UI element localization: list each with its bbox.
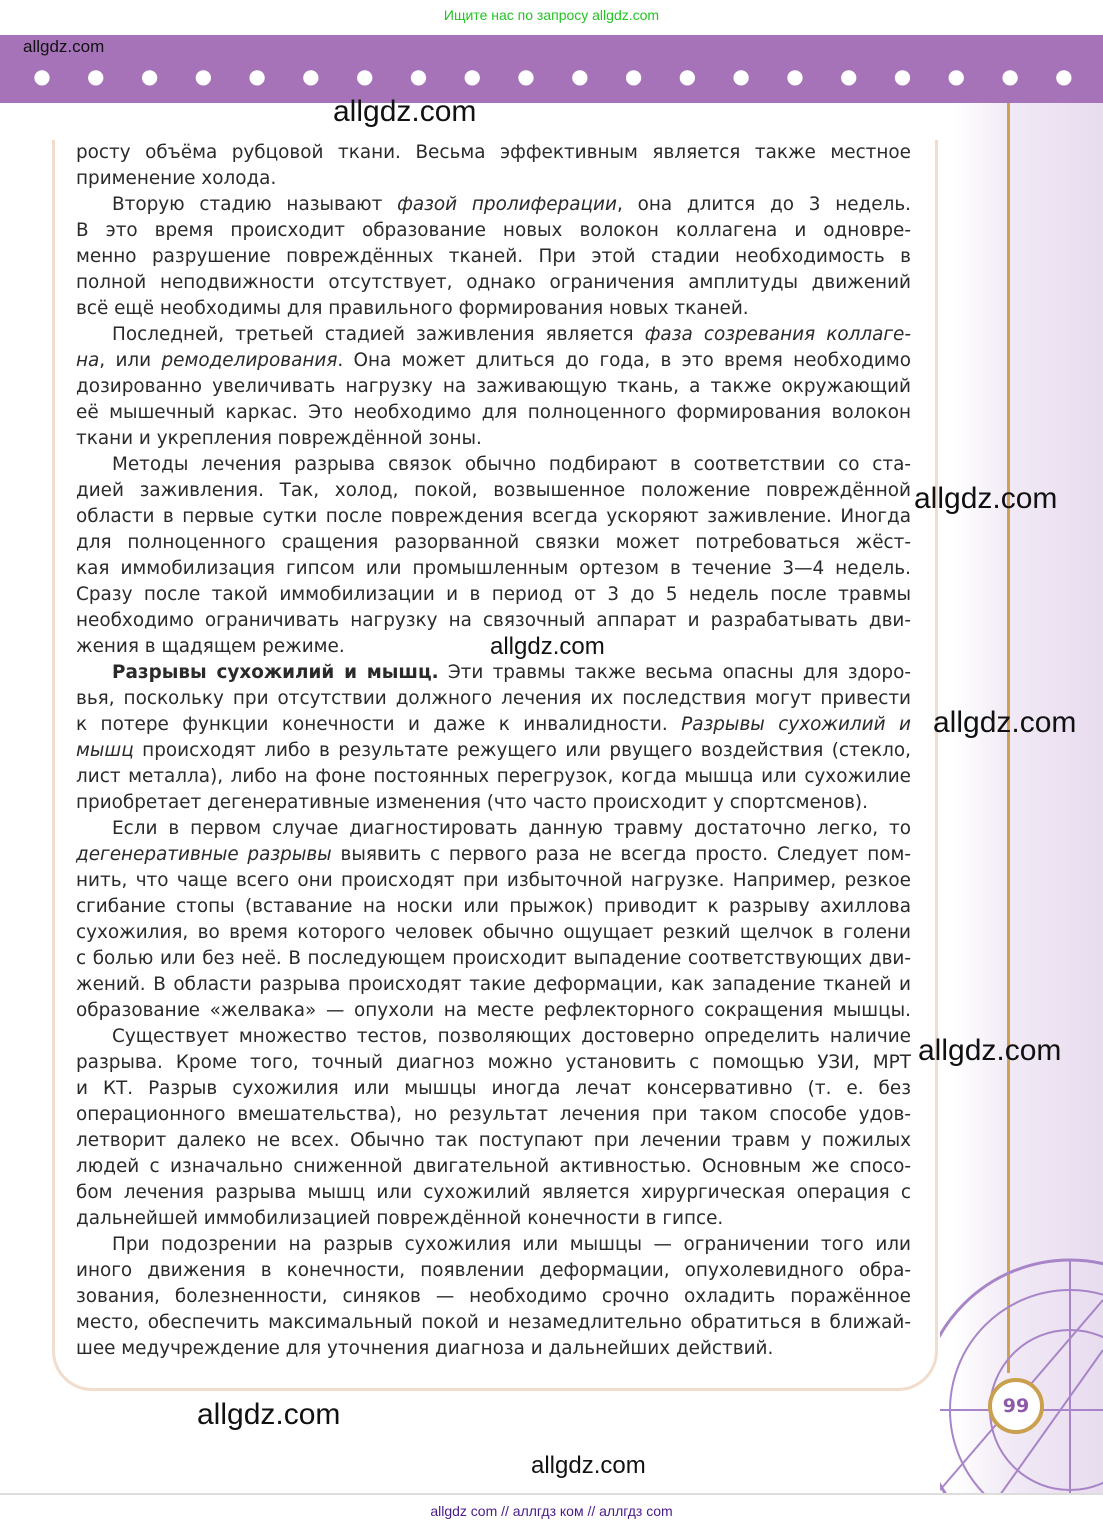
bold-heading: Разрывы сухожилий и мышц. bbox=[112, 662, 439, 683]
text-run: Если в первом случае диагностировать данную травму достаточно легко, то bbox=[112, 818, 911, 839]
text-run: В это время происходит образование новых волокон коллагена и одновре- bbox=[76, 220, 911, 241]
text-run: полной неподвижности отсутствует, однако ограничения амплитуды движений bbox=[76, 272, 911, 293]
text-line bbox=[76, 218, 911, 244]
text-run: летворит далеко не всех. Обычно так поступают при лечении травм у пожилых bbox=[76, 1130, 911, 1151]
body-text bbox=[76, 140, 911, 1362]
text-line bbox=[76, 582, 911, 608]
text-run: менно разрушение повреждённых тканей. При этой стадии необходимость в bbox=[76, 246, 911, 267]
text-run: образование «желвака» — опухоли на месте рефлекторного сокращения мышцы. bbox=[76, 1000, 911, 1021]
header-band bbox=[0, 35, 1103, 103]
text-run: операционного вмешательства), но результат лечения при таком способе удов- bbox=[76, 1104, 911, 1125]
insect-icon: ● bbox=[463, 64, 481, 88]
bull-icon: ● bbox=[517, 64, 535, 88]
text-run: нить, что чаще всего они происходят при избыточной нагрузке. Например, резкое bbox=[76, 870, 911, 891]
watermark: allgdz.com bbox=[918, 1034, 1062, 1067]
whale-icon: ● bbox=[302, 64, 320, 88]
text-line bbox=[76, 842, 911, 868]
bird-icon: ● bbox=[893, 64, 912, 88]
text-run: бом лечения разрыва мышц или сухожилий является хирургическая операция с bbox=[76, 1182, 911, 1203]
text-run: . Она может длиться до года, в это время необходимо bbox=[337, 350, 911, 371]
text-run: Методы лечения разрыва связок обычно подбирают в соответствии со ста- bbox=[112, 454, 911, 475]
text-line bbox=[76, 426, 911, 452]
text-line bbox=[76, 920, 911, 946]
text-line bbox=[76, 400, 911, 426]
text-run: ткани и укрепления повреждённой зоны. bbox=[76, 428, 482, 449]
text-run: происходят либо в результате режущего или рвущего воздействия (стекло, bbox=[133, 740, 911, 761]
text-line bbox=[76, 1050, 911, 1076]
text-run: разрыва. Кроме того, точный диагноз можно установить с помощью УЗИ, МРТ bbox=[76, 1052, 911, 1073]
footer-links: allgdz com // аллгдз ком // аллгдз com bbox=[0, 1493, 1103, 1531]
italic-term: фазой пролиферации bbox=[397, 194, 617, 215]
watermark: allgdz.com bbox=[333, 95, 477, 128]
text-line bbox=[76, 1206, 911, 1232]
watermark: allgdz.com bbox=[531, 1452, 646, 1479]
text-line bbox=[76, 270, 911, 296]
text-run: кая иммобилизация гипсом или промышленным ортезом в течение 3—4 недель. bbox=[76, 558, 911, 579]
text-run: иного движения в конечности, появлении деформации, опухолевидного обра- bbox=[76, 1260, 911, 1281]
text-line bbox=[76, 1284, 911, 1310]
animal-icons-row bbox=[28, 65, 1078, 87]
text-run: всё ещё необходимы для правильного формирования новых тканей. bbox=[76, 298, 749, 319]
text-run: Вторую стадию называют bbox=[112, 194, 398, 215]
deer-icon: ● bbox=[355, 64, 374, 88]
italic-term: Разрывы сухожилий и bbox=[681, 714, 911, 735]
text-line bbox=[76, 1310, 911, 1336]
horse-icon: ● bbox=[839, 64, 858, 88]
text-run: Последней, третьей стадией заживления является bbox=[112, 324, 645, 345]
text-line bbox=[76, 140, 911, 166]
text-run: , или bbox=[99, 350, 162, 371]
text-line bbox=[76, 322, 911, 348]
text-line bbox=[76, 556, 911, 582]
text-run: Сразу после такой иммобилизации и в период от 3 до 5 недель после травмы bbox=[76, 584, 911, 605]
text-line bbox=[76, 1336, 911, 1362]
text-run: При подозрении на разрыв сухожилия или мышцы — ограничении того или bbox=[112, 1234, 911, 1255]
search-hint: Ищите нас по запросу allgdz.com bbox=[443, 7, 660, 23]
italic-term: ремоделирования bbox=[161, 350, 338, 371]
text-line bbox=[76, 686, 911, 712]
italic-term: дегенеративные разрывы bbox=[76, 844, 332, 865]
text-run: жения в щадящем режиме. bbox=[76, 636, 345, 657]
text-line bbox=[76, 608, 911, 634]
scorpion-icon: ● bbox=[786, 64, 804, 88]
horse-icon: ● bbox=[194, 64, 213, 88]
butterfly-icon: ● bbox=[678, 64, 697, 88]
text-line bbox=[76, 1258, 911, 1284]
text-run: для полноценного сращения разорванной связки может потребоваться жёст- bbox=[76, 532, 911, 553]
text-line bbox=[76, 374, 911, 400]
text-run: зования, болезненности, синяков — необходимо срочно охладить поражённое bbox=[76, 1286, 911, 1307]
italic-term: фаза созревания коллаге- bbox=[644, 324, 912, 345]
text-run: необходимо ограничивать нагрузку на связочный аппарат и разрабатывать дви- bbox=[76, 610, 911, 631]
deer-icon: ● bbox=[1001, 64, 1019, 88]
text-line bbox=[76, 296, 911, 322]
text-run: , она длится до 3 недель. bbox=[616, 194, 912, 215]
text-run: вья, поскольку при отсутствии должного лечения их последствия могут привести bbox=[76, 688, 911, 709]
header-watermark: allgdz.com bbox=[23, 37, 105, 56]
butterfly-icon: ● bbox=[87, 64, 105, 88]
text-line bbox=[76, 1232, 911, 1258]
compass-decoration-icon bbox=[940, 1200, 1103, 1495]
text-line bbox=[76, 790, 911, 816]
text-line bbox=[76, 244, 911, 270]
text-run: росту объёма рубцовой ткани. Весьма эффективным является также местное bbox=[76, 142, 911, 163]
whale-icon: ● bbox=[947, 64, 965, 88]
text-run: её мышечный каркас. Это необходимо для полноценного формирования волокон bbox=[76, 402, 911, 423]
giraffe-icon: ● bbox=[409, 64, 428, 88]
text-run: сухожилия, во время которого человек обычно ощущает резкий щелчок в голени bbox=[76, 922, 911, 943]
italic-term: на bbox=[76, 350, 100, 371]
text-run: приобретает дегенеративные изменения (что часто происходит у спортсменов). bbox=[76, 792, 868, 813]
text-line bbox=[76, 1154, 911, 1180]
text-run: области в первые сутки после повреждения всегда ускоряют заживление. Иногда bbox=[76, 506, 911, 527]
text-line bbox=[76, 478, 911, 504]
monkey-icon: ● bbox=[571, 64, 589, 88]
text-line bbox=[76, 192, 911, 218]
scorpion-icon: ● bbox=[140, 64, 159, 88]
text-line bbox=[76, 1102, 911, 1128]
text-line bbox=[76, 868, 911, 894]
text-line bbox=[76, 738, 911, 764]
text-run: выявить с первого раза не всегда просто. Следует пом- bbox=[331, 844, 911, 865]
text-line bbox=[76, 972, 911, 998]
bear-icon: ● bbox=[732, 64, 750, 88]
text-line bbox=[76, 1128, 911, 1154]
italic-term: мышц bbox=[76, 740, 134, 761]
text-run: Существует множество тестов, позволяющих достоверно определить наличие bbox=[112, 1026, 911, 1047]
text-line bbox=[76, 712, 911, 738]
text-line bbox=[76, 816, 911, 842]
antelope-icon: ● bbox=[624, 64, 643, 88]
text-line bbox=[76, 660, 911, 686]
text-line bbox=[76, 1024, 911, 1050]
text-line bbox=[76, 530, 911, 556]
watermark: allgdz.com bbox=[490, 633, 605, 660]
text-run: дальнейшей иммобилизацией повреждённой конечности в гипсе. bbox=[76, 1208, 724, 1229]
text-run: шее медучреждение для уточнения диагноза и дальнейших действий. bbox=[76, 1338, 774, 1359]
text-run: сгибание стопы (вставание на носки или прыжок) приводит к разрыву ахиллова bbox=[76, 896, 911, 917]
page-number: 99 bbox=[988, 1378, 1044, 1434]
watermark: allgdz.com bbox=[197, 1398, 341, 1431]
text-line bbox=[76, 998, 911, 1024]
text-run: дозированно увеличивать нагрузку на заживающую ткань, а также окружающий bbox=[76, 376, 911, 397]
text-run: с болью или без неё. В последующем происходит выпадение соответствующих дви- bbox=[76, 948, 911, 969]
text-line bbox=[76, 1180, 911, 1206]
text-line bbox=[76, 504, 911, 530]
text-run: применение холода. bbox=[76, 168, 277, 189]
watermark: allgdz.com bbox=[933, 706, 1077, 739]
bear-icon: ● bbox=[33, 64, 51, 88]
text-run: и КТ. Разрыв сухожилия или мышцы иногда лечат консервативно (т. е. без bbox=[76, 1078, 911, 1099]
text-run: лист металла), либо на фоне постоянных перегрузок, когда мышца или сухожилие bbox=[76, 766, 911, 787]
text-run: дией заживления. Так, холод, покой, возвышенное положение повреждённой bbox=[76, 480, 911, 501]
text-line bbox=[76, 452, 911, 478]
text-run: к потере функции конечности и даже к инвалидности. bbox=[76, 714, 682, 735]
text-line bbox=[76, 166, 911, 192]
giraffe-icon: ● bbox=[1055, 64, 1073, 88]
text-line bbox=[76, 894, 911, 920]
text-line bbox=[76, 764, 911, 790]
text-line bbox=[76, 1076, 911, 1102]
text-run: людей с изначально сниженной двигательной активностью. Основным же спосо- bbox=[76, 1156, 911, 1177]
text-run: место, обеспечить максимальный покой и незамедлительно обратиться в ближай- bbox=[76, 1312, 911, 1333]
bird-icon: ● bbox=[248, 64, 266, 88]
text-line bbox=[76, 946, 911, 972]
text-line bbox=[76, 348, 911, 374]
watermark: allgdz.com bbox=[914, 482, 1058, 515]
text-run: Эти травмы также весьма опасны для здоро- bbox=[438, 662, 911, 683]
text-run: жений. В области разрыва происходят такие деформации, как западение тканей и bbox=[76, 974, 911, 995]
